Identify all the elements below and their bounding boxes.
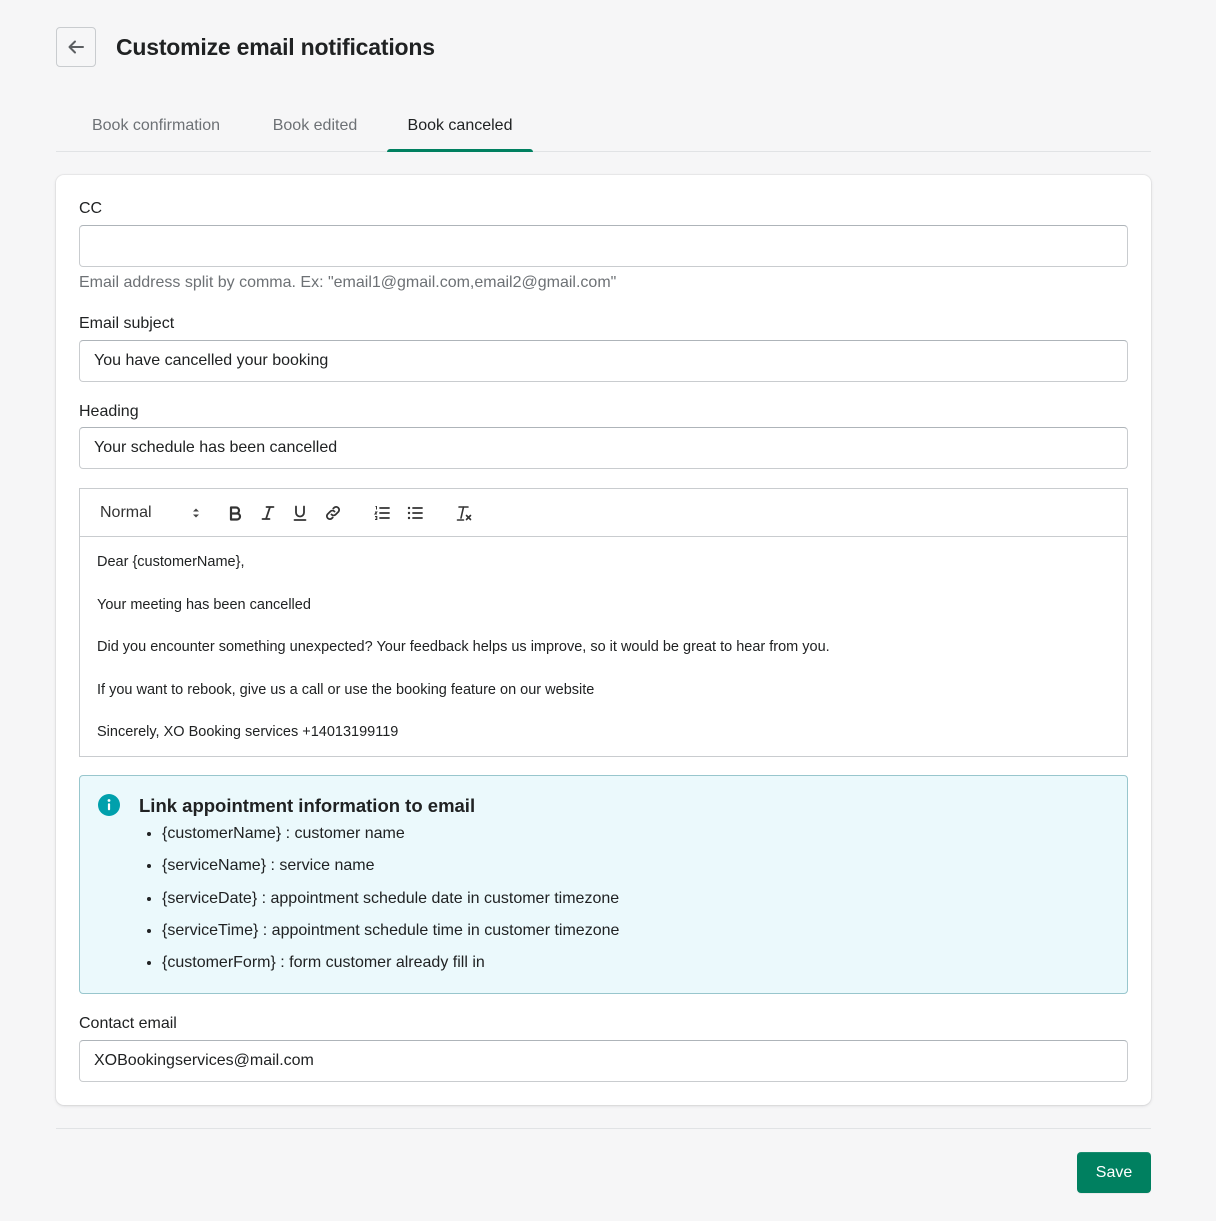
page-title: Customize email notifications xyxy=(116,33,435,60)
editor-line: Sincerely, XO Booking services +14013199119 xyxy=(97,724,399,740)
cc-label: CC xyxy=(79,200,103,217)
editor-line: If you want to rebook, give us a call or use the booking feature on our website xyxy=(97,681,595,698)
email-subject-input[interactable]: You have cancelled your booking xyxy=(79,340,1128,382)
tab-book-canceled[interactable]: Book canceled xyxy=(387,100,533,151)
link-icon xyxy=(324,504,342,522)
ordered-list-icon xyxy=(373,504,391,522)
info-icon xyxy=(98,794,120,816)
bold-icon xyxy=(226,504,244,522)
heading-label: Heading xyxy=(79,403,139,420)
select-arrows-icon xyxy=(192,506,200,520)
footer-divider xyxy=(56,1128,1151,1129)
contact-email-label: Contact email xyxy=(79,1015,177,1032)
notification-form-card xyxy=(56,175,1151,1105)
placeholder-list xyxy=(139,818,619,979)
underline-button[interactable] xyxy=(288,489,312,536)
list-item: • {serviceDate} : appointment schedule date in customer timezone xyxy=(162,883,619,915)
tab-book-confirmation[interactable]: Book confirmation xyxy=(91,116,221,134)
list-item: • {serviceName} : service name xyxy=(162,850,619,882)
cc-input[interactable] xyxy=(79,225,1128,267)
bullet-list-icon xyxy=(406,504,424,522)
bold-button[interactable] xyxy=(223,489,247,536)
tab-book-edited[interactable]: Book edited xyxy=(272,116,358,134)
italic-icon xyxy=(259,504,277,522)
editor-content[interactable] xyxy=(80,537,1127,754)
save-button[interactable]: Save xyxy=(1077,1152,1151,1193)
contact-email-input[interactable]: XOBookingservices@mail.com xyxy=(79,1040,1128,1082)
email-subject-label: Email subject xyxy=(79,315,175,332)
editor-line: Your meeting has been cancelled xyxy=(97,596,311,613)
editor-toolbar xyxy=(80,489,1127,537)
list-item: • {customerName} : customer name xyxy=(162,818,619,850)
link-button[interactable] xyxy=(321,489,345,536)
format-select-value: Normal xyxy=(100,503,152,521)
notification-tabs xyxy=(56,100,1151,152)
heading-input[interactable]: Your schedule has been cancelled xyxy=(79,427,1128,469)
email-body-editor xyxy=(79,488,1128,757)
page-header xyxy=(56,26,435,68)
clear-format-button[interactable] xyxy=(452,489,476,536)
arrow-left-icon xyxy=(66,37,86,57)
list-item: • {customerForm} : form customer already fill in xyxy=(162,947,619,979)
info-banner-title: Link appointment information to email xyxy=(139,795,476,816)
editor-line: Did you encounter something unexpected? Your feedback helps us improve, so it would be great to hear from you. xyxy=(97,639,830,655)
clear-format-icon xyxy=(455,504,473,522)
italic-button[interactable] xyxy=(256,489,280,536)
ordered-list-button[interactable] xyxy=(370,489,394,536)
list-item: • {serviceTime} : appointment schedule time in customer timezone xyxy=(162,915,619,947)
back-button[interactable] xyxy=(56,27,96,67)
underline-icon xyxy=(291,504,309,522)
info-banner xyxy=(79,775,1128,994)
cc-help-text: Email address split by comma. Ex: "email1@gmail.com,email2@gmail.com" xyxy=(79,274,617,291)
format-select[interactable] xyxy=(100,489,200,536)
editor-line: Dear {customerName}, xyxy=(97,554,245,570)
bullet-list-button[interactable] xyxy=(403,489,427,536)
